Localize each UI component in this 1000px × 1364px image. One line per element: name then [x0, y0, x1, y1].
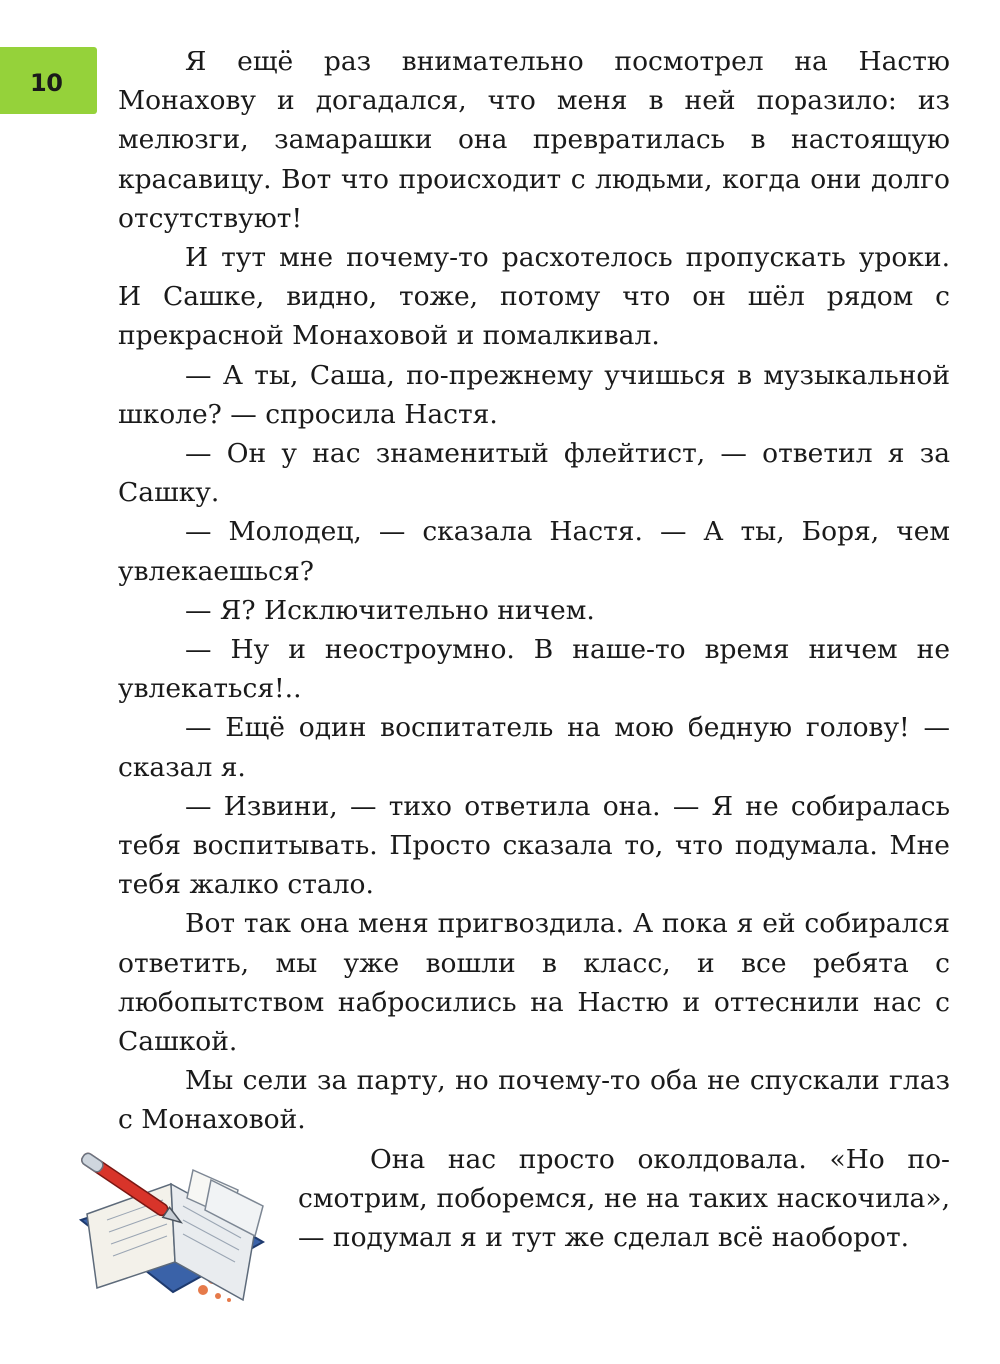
paragraph: — Молодец, — сказала Настя. — А ты, Боря, чем увлекаешься? [118, 516, 950, 587]
page-number-badge [0, 47, 97, 114]
final-block [118, 1140, 950, 1300]
paragraph: — Он у нас знаменитый флейтист, — ответил я за Сашку. [118, 438, 950, 509]
page-number: 10 [30, 69, 63, 97]
paragraph: — А ты, Саша, по-прежнему учишься в музыкальной школе? — спросила Настя. [118, 359, 950, 430]
paragraph: Я ещё раз внимательно посмотрел на Настю Монахову и догадался, что меня в ней поразило: из мелюзги, замарашки она превратилась в настоящую красавицу. Вот что происходит с людьми, когда они долго отсутствуют! [118, 46, 950, 234]
paragraph: — Я? Исключительно ничем. [185, 594, 595, 626]
paragraph: И тут мне почему-то расхотелось пропускать уроки. И Сашке, видно, тоже, потому что он шёл рядом с прекрасной Монаховой и помалкивал. [118, 242, 950, 352]
paragraph: Вот так она меня пригвоздила. А пока я ей собирался ответить, мы уже вошли в класс, и все ребята с любопытством набросились на Настю и оттеснили нас с Сашкой. [118, 908, 950, 1058]
paragraph: — Извини, — тихо ответила она. — Я не собиралась тебя воспитывать. Просто сказала то, что подумала. Мне тебя жалко стало. [118, 790, 950, 901]
book-and-pen-illustration [63, 1150, 283, 1310]
paragraph: — Ещё один воспитатель на мою бедную голову! — сказал я. [118, 712, 950, 783]
paragraph: Мы сели за парту, но почему-то оба не спускали глаз с Монаховой. [118, 1065, 950, 1136]
paragraph: — Ну и неостроумно. В наше-то время ничем не увлекаться!.. [118, 634, 950, 705]
final-paragraph: Она нас просто околдовала. «Но посмотрим, поборемся, не на таких наскочила», — подумал я и тут же сделал всё наоборот. [298, 1143, 950, 1254]
story-text [118, 42, 950, 1300]
